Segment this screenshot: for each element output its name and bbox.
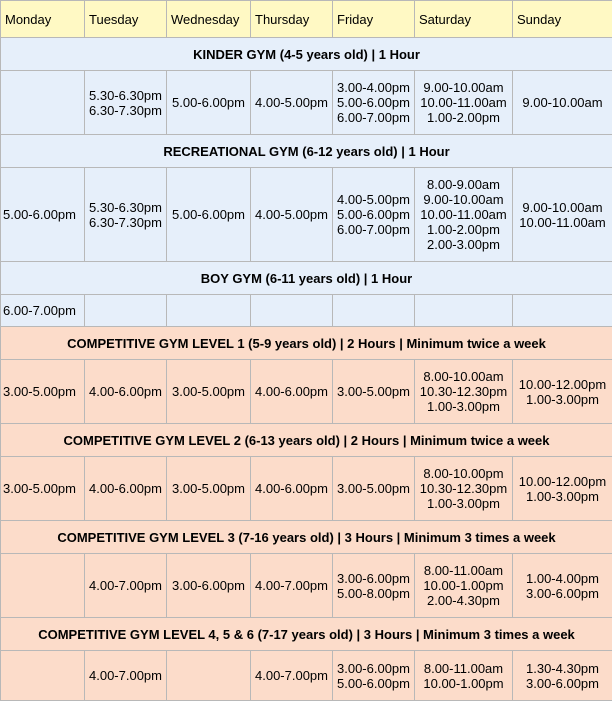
time-slot: 8.00-10.00am [423, 369, 504, 384]
time-cell-friday [333, 651, 415, 701]
time-cell-sunday [513, 554, 612, 618]
time-cell-tuesday [85, 651, 167, 701]
day-header-tuesday: Tuesday [85, 1, 167, 38]
time-slot: 1.00-3.00pm [526, 391, 599, 407]
time-slot: 5.00-8.00pm [337, 585, 410, 601]
time-cell-wednesday [167, 554, 251, 618]
time-slot: 10.00-1.00pm [423, 675, 504, 691]
time-cell-sunday [513, 651, 612, 701]
section-title: COMPETITIVE GYM LEVEL 1 (5-9 years old) | 2 Hours | Minimum twice a week [1, 327, 612, 360]
section-times-row [1, 71, 612, 135]
section-title-row [1, 521, 612, 554]
time-cell-monday [1, 360, 85, 424]
time-slot: 1.00-3.00pm [427, 399, 500, 414]
time-slot: 3.00-5.00pm [172, 481, 245, 496]
weekday-header-row [1, 1, 612, 38]
time-cell-sunday [513, 457, 612, 521]
time-slot: 10.30-12.30pm [419, 481, 508, 496]
time-cell-friday [333, 295, 415, 327]
time-slot: 4.00-7.00pm [255, 668, 328, 683]
time-slot: 9.00-10.00am [423, 80, 504, 95]
time-cell-tuesday [85, 168, 167, 262]
section-title-row [1, 327, 612, 360]
time-cell-saturday [415, 71, 513, 135]
time-slot: 6.30-7.30pm [89, 102, 162, 118]
time-cell-thursday [251, 168, 333, 262]
time-slot: 3.00-4.00pm [337, 80, 410, 95]
time-slot: 8.00-9.00am [427, 177, 500, 192]
time-slot: 8.00-11.00am [423, 660, 504, 676]
time-slot: 10.00-1.00pm [423, 578, 504, 593]
time-slot: 1.00-2.00pm [427, 222, 500, 237]
time-slot: 9.00-10.00am [522, 199, 603, 215]
time-slot: 10.00-11.00am [420, 95, 507, 110]
time-cell-thursday [251, 71, 333, 135]
section-times-row [1, 554, 612, 618]
time-cell-monday [1, 457, 85, 521]
time-cell-wednesday [167, 168, 251, 262]
time-slot: 2.00-3.00pm [427, 237, 500, 252]
time-cell-wednesday [167, 360, 251, 424]
time-cell-tuesday [85, 360, 167, 424]
time-cell-monday [1, 168, 85, 262]
time-slot: 3.00-5.00pm [3, 481, 76, 496]
section-times-row [1, 295, 612, 327]
day-header-saturday: Saturday [415, 1, 513, 38]
time-slot: 1.00-3.00pm [526, 488, 599, 504]
time-cell-thursday [251, 554, 333, 618]
time-cell-tuesday [85, 457, 167, 521]
time-slot: 3.00-6.00pm [172, 578, 245, 593]
time-slot: 10.00-12.00pm [518, 376, 607, 392]
time-slot: 6.00-7.00pm [337, 110, 410, 125]
time-cell-tuesday [85, 295, 167, 327]
time-slot: 4.00-5.00pm [255, 95, 328, 110]
section-times-row [1, 651, 612, 701]
section-times-row [1, 360, 612, 424]
section-title-row [1, 135, 612, 168]
time-slot: 3.00-5.00pm [172, 384, 245, 399]
time-slot: 3.00-5.00pm [337, 384, 410, 399]
time-cell-sunday [513, 360, 612, 424]
time-cell-saturday [415, 457, 513, 521]
time-slot: 5.00-6.00pm [3, 207, 76, 222]
time-cell-friday [333, 457, 415, 521]
time-slot: 5.30-6.30pm [89, 87, 162, 103]
day-header-thursday: Thursday [251, 1, 333, 38]
time-cell-thursday [251, 457, 333, 521]
time-slot: 4.00-5.00pm [337, 192, 410, 207]
section-times-row [1, 457, 612, 521]
time-cell-monday [1, 295, 85, 327]
section-title: RECREATIONAL GYM (6-12 years old) | 1 Hour [1, 135, 612, 168]
time-cell-thursday [251, 360, 333, 424]
time-slot: 3.00-5.00pm [3, 384, 76, 399]
section-title-row [1, 424, 612, 457]
time-cell-friday [333, 71, 415, 135]
time-slot: 5.00-6.00pm [337, 675, 410, 691]
time-cell-monday [1, 651, 85, 701]
time-slot: 10.30-12.30pm [419, 384, 508, 399]
time-slot: 8.00-11.00am [423, 563, 504, 578]
time-cell-monday [1, 71, 85, 135]
time-slot: 6.00-7.00pm [337, 222, 410, 237]
time-slot: 10.00-11.00am [519, 214, 606, 230]
time-cell-saturday [415, 168, 513, 262]
time-slot: 1.00-4.00pm [526, 570, 599, 586]
time-cell-wednesday [167, 651, 251, 701]
time-cell-friday [333, 360, 415, 424]
time-cell-thursday [251, 295, 333, 327]
schedule-body [1, 38, 612, 701]
time-cell-friday [333, 554, 415, 618]
time-slot: 1.30-4.30pm [526, 660, 599, 676]
time-slot: 9.00-10.00am [423, 192, 504, 207]
time-slot: 1.00-3.00pm [427, 496, 500, 511]
time-slot: 3.00-5.00pm [337, 481, 410, 496]
time-slot: 4.00-6.00pm [89, 384, 162, 399]
time-slot: 4.00-6.00pm [255, 481, 328, 496]
time-slot: 3.00-6.00pm [526, 675, 599, 691]
time-cell-wednesday [167, 295, 251, 327]
time-slot: 4.00-7.00pm [255, 578, 328, 593]
time-slot: 8.00-10.00pm [423, 466, 504, 481]
time-slot: 5.30-6.30pm [89, 199, 162, 215]
time-slot: 6.30-7.30pm [89, 214, 162, 230]
section-title: BOY GYM (6-11 years old) | 1 Hour [1, 262, 612, 295]
time-slot: 5.00-6.00pm [337, 95, 410, 110]
time-slot: 5.00-6.00pm [172, 95, 245, 110]
time-slot: 6.00-7.00pm [3, 303, 76, 318]
section-title-row [1, 262, 612, 295]
section-title: KINDER GYM (4-5 years old) | 1 Hour [1, 38, 612, 71]
time-cell-saturday [415, 651, 513, 701]
time-slot: 4.00-5.00pm [255, 207, 328, 222]
day-header-sunday: Sunday [513, 1, 612, 38]
time-slot: 4.00-6.00pm [255, 384, 328, 399]
time-cell-sunday [513, 168, 612, 262]
time-slot: 4.00-7.00pm [89, 668, 162, 683]
time-slot: 3.00-6.00pm [337, 570, 410, 586]
time-slot: 5.00-6.00pm [172, 207, 245, 222]
time-cell-tuesday [85, 71, 167, 135]
section-title: COMPETITIVE GYM LEVEL 2 (6-13 years old) | 2 Hours | Minimum twice a week [1, 424, 612, 457]
time-slot: 10.00-12.00pm [518, 473, 607, 489]
time-slot: 5.00-6.00pm [337, 207, 410, 222]
time-cell-saturday [415, 295, 513, 327]
time-cell-sunday [513, 295, 612, 327]
time-slot: 4.00-7.00pm [89, 578, 162, 593]
time-cell-monday [1, 554, 85, 618]
day-header-wednesday: Wednesday [167, 1, 251, 38]
time-cell-thursday [251, 651, 333, 701]
section-title-row [1, 618, 612, 651]
section-times-row [1, 168, 612, 262]
time-cell-saturday [415, 554, 513, 618]
section-title-row [1, 38, 612, 71]
time-slot: 1.00-2.00pm [427, 110, 500, 125]
time-slot: 10.00-11.00am [420, 207, 507, 222]
time-cell-wednesday [167, 71, 251, 135]
time-slot: 4.00-6.00pm [89, 481, 162, 496]
time-cell-sunday [513, 71, 612, 135]
time-cell-tuesday [85, 554, 167, 618]
section-title: COMPETITIVE GYM LEVEL 4, 5 & 6 (7-17 years old) | 3 Hours | Minimum 3 times a week [1, 618, 612, 651]
section-title: COMPETITIVE GYM LEVEL 3 (7-16 years old) | 3 Hours | Minimum 3 times a week [1, 521, 612, 554]
day-header-friday: Friday [333, 1, 415, 38]
time-cell-friday [333, 168, 415, 262]
day-header-monday: Monday [1, 1, 85, 38]
time-cell-saturday [415, 360, 513, 424]
time-slot: 2.00-4.30pm [427, 593, 500, 608]
time-slot: 3.00-6.00pm [337, 660, 410, 676]
time-slot: 9.00-10.00am [522, 95, 603, 110]
time-slot: 3.00-6.00pm [526, 585, 599, 601]
time-cell-wednesday [167, 457, 251, 521]
